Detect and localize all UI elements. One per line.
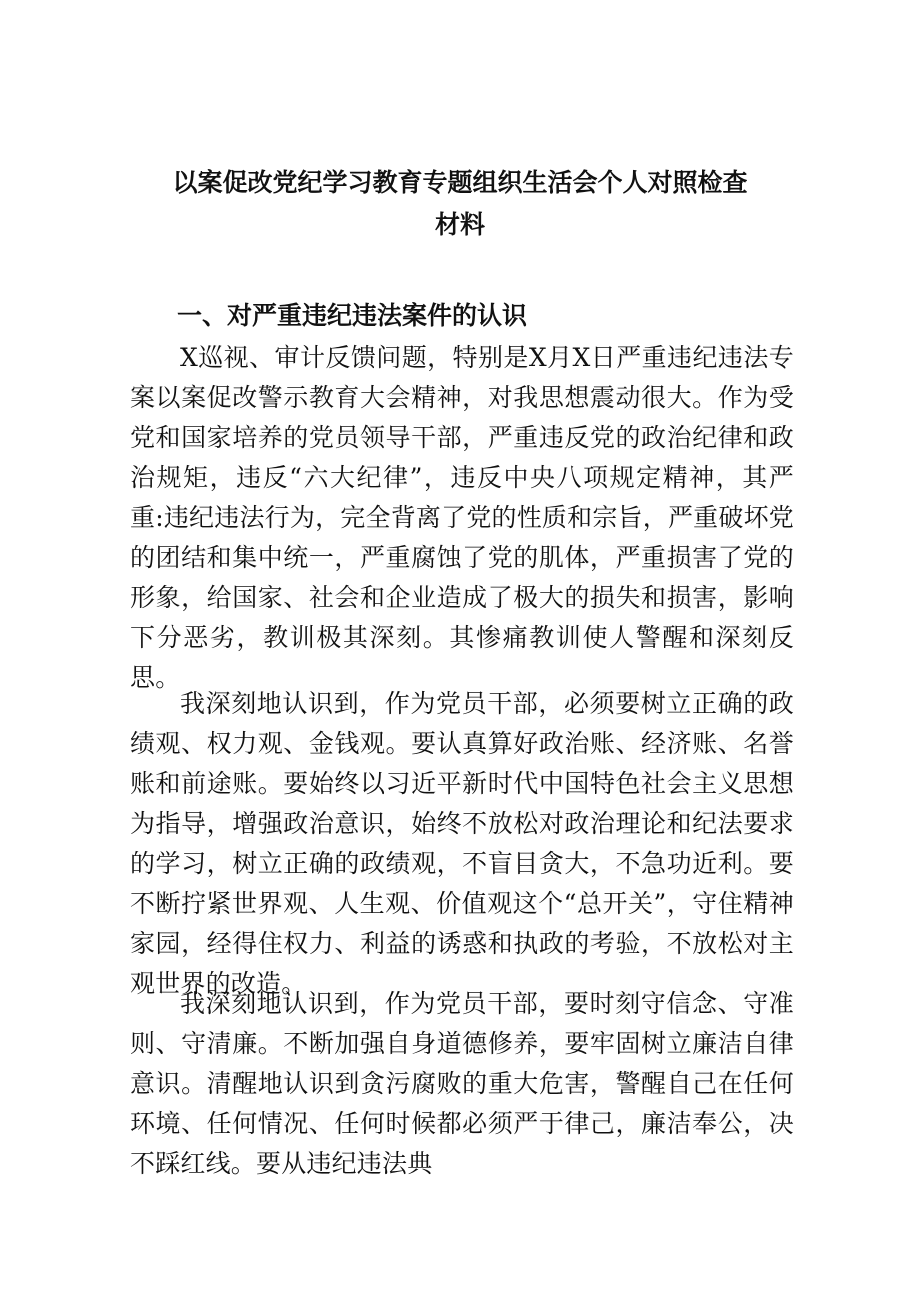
paragraph-2: 我深刻地认识到，作为党员干部，必须要树立正确的政绩观、权力观、金钱观。要认真算好政治账、经济账、名誉账和前途账。要始终以习近平新时代中国特色社会主义思想为指导，增强政治意识，始终不放松对政治理论和纪法要求的学习，树立正确的政绩观，不盲目贪大，不急功近利。要不断拧紧世界观、人生观、价值观这个“总开关”，守住精神家园，经得住权力、利益的诱惑和执政的考验，不放松对主观世界的改造。 — [130, 689, 794, 998]
section-heading: 一、对严重违纪违法案件的认识 — [177, 301, 528, 330]
document-title-line-2: 材料 — [434, 210, 485, 239]
document-title-line-1: 以案促改党纪学习教育专题组织生活会个人对照检查 — [172, 168, 748, 197]
paragraph-3: 我深刻地认识到，作为党员干部，要时刻守信念、守准则、守清廉。不断加强自身道德修养，要牢固树立廉洁自律意识。清醒地认识到贪污腐败的重大危害，警醒自己在任何环境、任何情况、任何时候都必须严于律己，廉洁奉公，决不踩红线。要从违纪违法典 — [130, 989, 794, 1178]
paragraph-1: X巡视、审计反馈问题，特别是X月X日严重违纪违法专案以案促改警示教育大会精神，对我思想震动很大。作为受党和国家培养的党员领导干部，严重违反党的政治纪律和政治规矩，违反“六大纪律”，违反中央八项规定精神，其严重:违纪违法行为，完全背离了党的性质和宗旨，严重破坏党的团结和集中统一，严重腐蚀了党的肌体，严重损害了党的形象，给国家、社会和企业造成了极大的损失和损害，影响下分恶劣，教训极其深刻。其惨痛教训使人警醒和深刻反思。 — [130, 343, 794, 692]
